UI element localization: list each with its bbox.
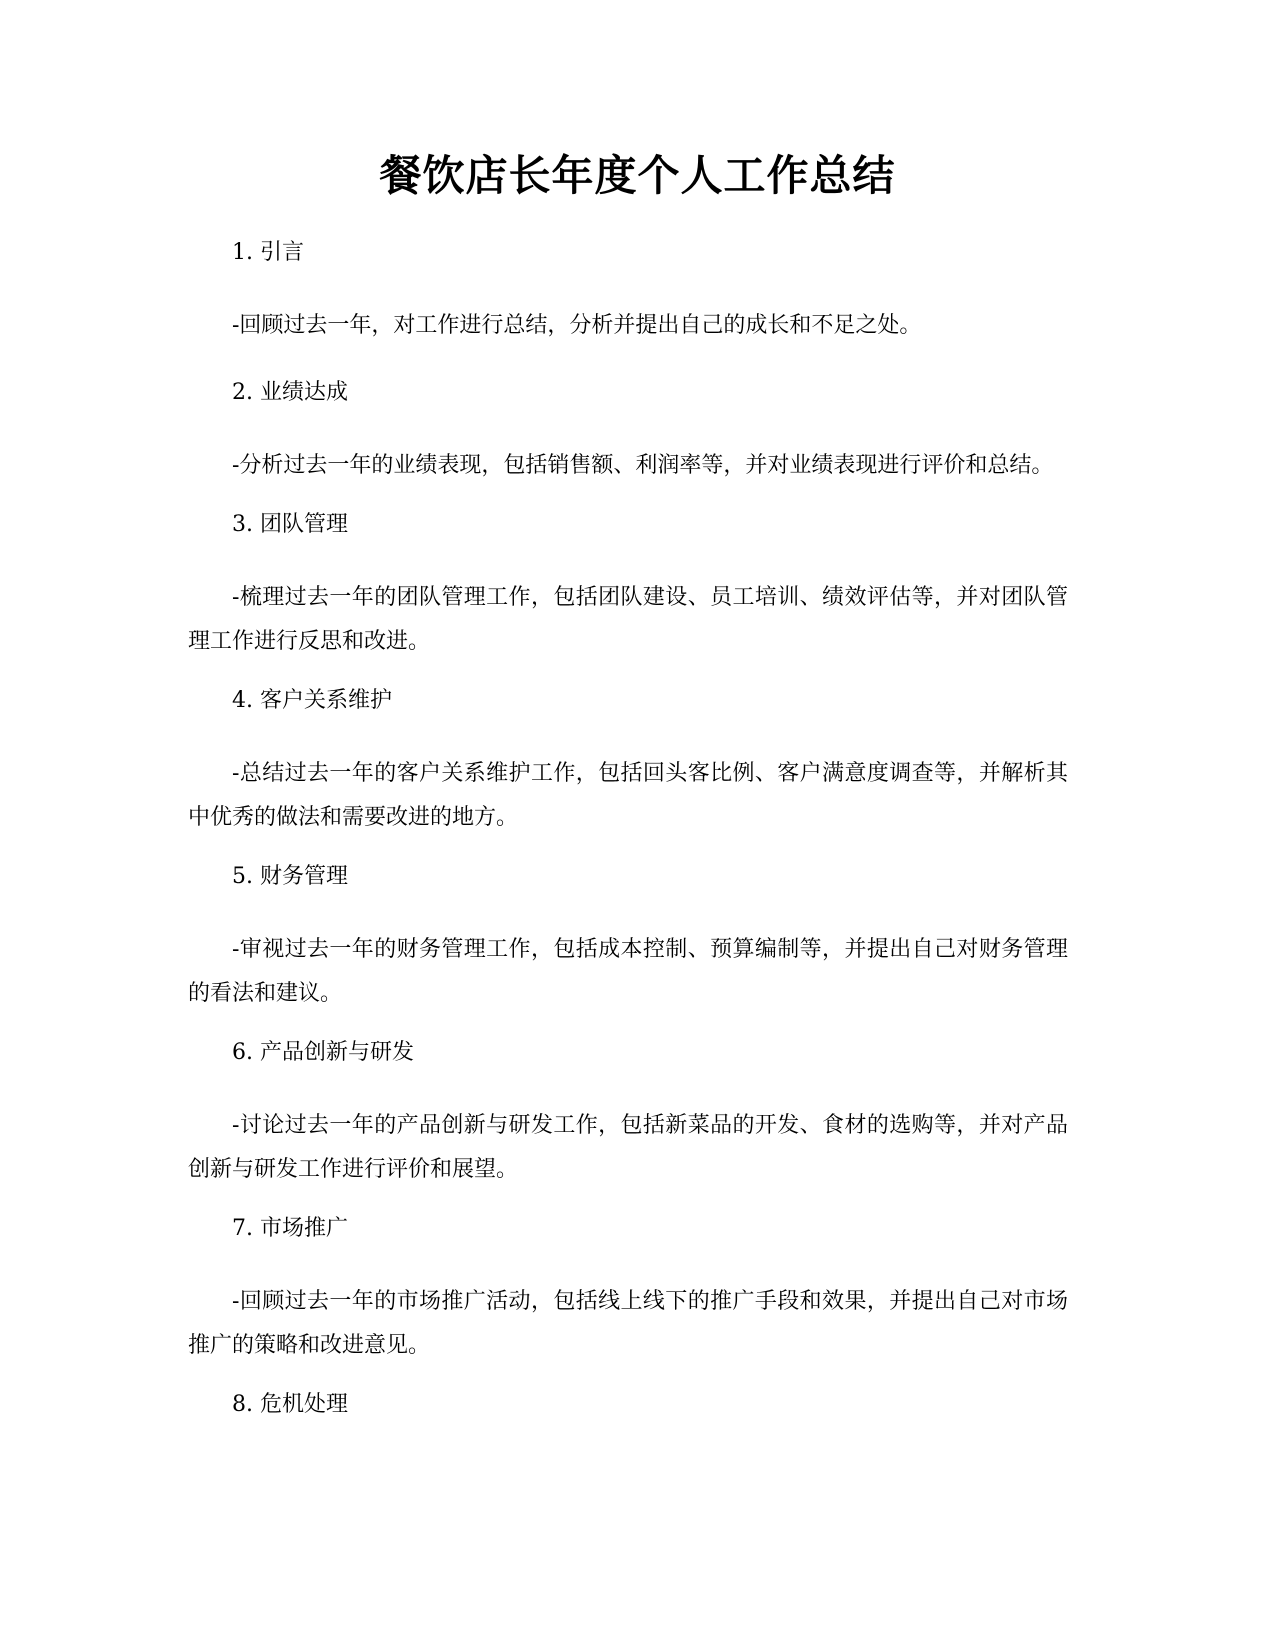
section-heading-performance: 2. 业绩达成 xyxy=(232,380,348,405)
section-heading-intro: 1. 引言 xyxy=(232,240,304,265)
section-text-finance: -审视过去一年的财务管理工作，包括成本控制、预算编制等，并提出自己对财务管理的看法和建议。 xyxy=(188,937,1068,1006)
section-heading-team: 3. 团队管理 xyxy=(232,512,348,537)
section-text-product: -讨论过去一年的产品创新与研发工作，包括新菜品的开发、食材的选购等，并对产品创新与研发工作进行评价和展望。 xyxy=(188,1113,1068,1182)
section-text-performance: -分析过去一年的业绩表现，包括销售额、利润率等，并对业绩表现进行评价和总结。 xyxy=(232,453,1054,478)
section-heading-customer: 4. 客户关系维护 xyxy=(232,688,392,713)
section-text-customer: -总结过去一年的客户关系维护工作，包括回头客比例、客户满意度调查等，并解析其中优秀的做法和需要改进的地方。 xyxy=(188,761,1068,830)
section-heading-marketing: 7. 市场推广 xyxy=(232,1216,348,1241)
section-text-intro: -回顾过去一年，对工作进行总结，分析并提出自己的成长和不足之处。 xyxy=(232,313,922,338)
document-title: 餐饮店长年度个人工作总结 xyxy=(379,151,896,200)
section-text-team: -梳理过去一年的团队管理工作，包括团队建设、员工培训、绩效评估等，并对团队管理工作进行反思和改进。 xyxy=(188,585,1068,654)
section-heading-product: 6. 产品创新与研发 xyxy=(232,1040,414,1065)
section-heading-crisis: 8. 危机处理 xyxy=(232,1392,348,1417)
document-body xyxy=(188,238,1068,1456)
section-heading-finance: 5. 财务管理 xyxy=(232,864,348,889)
section-text-marketing: -回顾过去一年的市场推广活动，包括线上线下的推广手段和效果，并提出自己对市场推广的策略和改进意见。 xyxy=(188,1289,1068,1358)
